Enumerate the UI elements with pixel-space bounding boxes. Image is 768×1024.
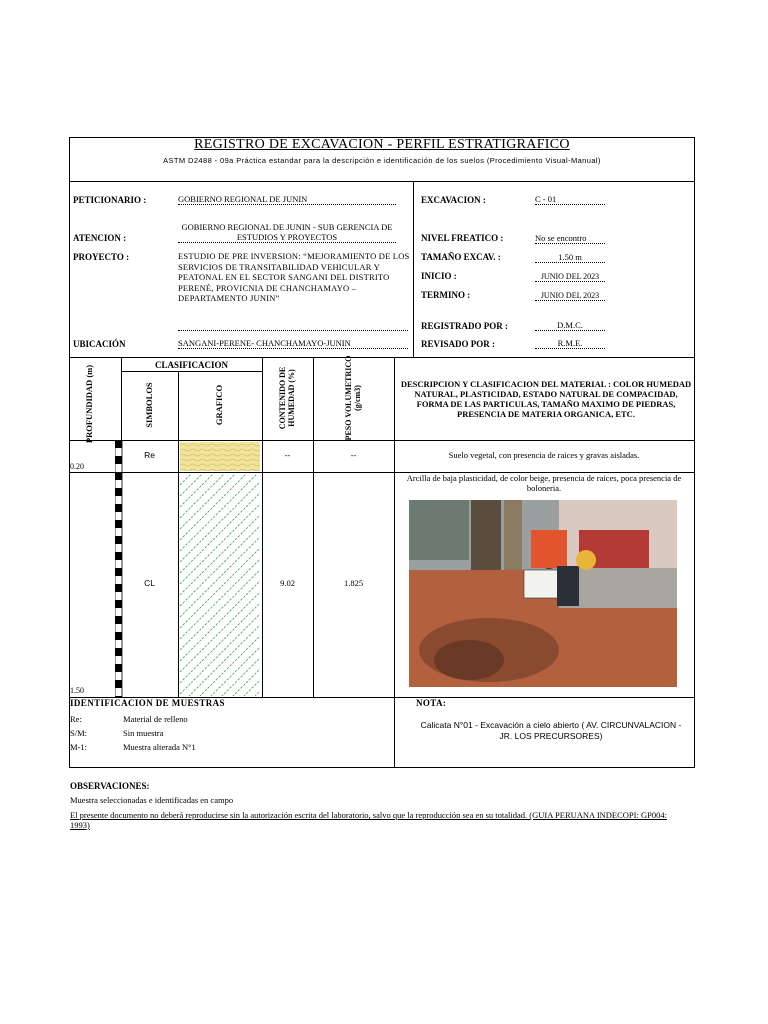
report-title: REGISTRO DE EXCAVACION - PERFIL ESTRATIGRAFICO	[194, 137, 570, 152]
depth-scale-block	[115, 536, 122, 544]
cl-pattern	[180, 474, 260, 696]
divider	[394, 357, 395, 768]
depth-label-2: 1.50	[70, 686, 84, 695]
excavacion-label: EXCAVACION :	[421, 195, 486, 205]
divider	[413, 181, 414, 357]
contenido-humedad-header: CONTENIDO DE HUMEDAD (%)	[278, 366, 296, 430]
peticionario-value: GOBIERNO REGIONAL DE JUNIN	[178, 194, 396, 205]
revisado-label: REVISADO POR :	[421, 339, 496, 349]
profundidad-header: PROFUNDIDAD (m)	[84, 364, 94, 444]
divider	[69, 357, 695, 358]
depth-scale-block	[115, 600, 122, 608]
ubicacion-value: SANGANI-PERENE- CHANCHAMAYO-JUNIN	[178, 338, 408, 349]
divider	[69, 181, 695, 182]
depth-label-1: 0.20	[70, 462, 84, 471]
graphic-cl	[180, 474, 260, 696]
termino-value: JUNIO DEL 2023	[535, 291, 605, 301]
muestra-desc-2: Sin muestra	[123, 728, 164, 738]
descripcion-header: DESCRIPCION Y CLASIFICACION DEL MATERIAL : COLOR HUMEDAD NATURAL, PLASTICIDAD, ESTADO NATURAL DE COMPACIDAD, FORMA DE LAS PARTICULAS, TAMAÑO MAXIMO DE PIEDRAS, PRESENCIA DE MATERIA ORGANICA, ETC.	[400, 379, 692, 419]
depth-scale-block	[115, 520, 122, 528]
observaciones-line2: El presente documento no deberá reproducirse sin la autorización escrita del laboratorio, salvo que la reproducción sea en su totalidad. (GUIA PERUANA INDECOPI: GP004: 1993)	[70, 810, 667, 830]
atencion-label: ATENCION :	[73, 233, 127, 243]
proyecto-underline	[178, 320, 408, 331]
nivel-freatico-label: NIVEL FREATICO :	[421, 233, 504, 243]
peso-cell-2: 1.825	[343, 578, 364, 588]
descripcion-cell-1: Suelo vegetal, con presencia de raices y gravas aisladas.	[448, 450, 640, 460]
excavacion-value: C - 01	[535, 194, 605, 205]
depth-scale-block	[115, 472, 122, 480]
observaciones-line1: Muestra seleccionadas e identificadas en campo	[70, 795, 234, 805]
revisado-value: R.M.E.	[535, 338, 605, 349]
muestras-title: IDENTIFICACION DE MUESTRAS	[70, 698, 225, 708]
simbolos-header: SIMBOLOS	[144, 382, 154, 428]
grafico-header: GRAFICO	[214, 384, 224, 426]
humedad-cell-2: 9.02	[280, 578, 295, 588]
inicio-label: INICIO :	[421, 271, 457, 281]
depth-scale-block	[115, 648, 122, 656]
depth-scale-block	[115, 552, 122, 560]
depth-scale-block	[115, 616, 122, 624]
observaciones-label: OBSERVACIONES:	[70, 781, 150, 791]
depth-scale-block	[115, 488, 122, 496]
humedad-cell-1: --	[284, 450, 291, 460]
ubicacion-label: UBICACIÓN	[73, 339, 126, 349]
excavation-photo	[409, 500, 677, 687]
nota-text: Calicata N°01 - Excavación a cielo abierto ( AV. CIRCUNVALACION - JR. LOS PRECURSORES)	[420, 720, 682, 741]
muestra-desc-1: Material de relleno	[123, 714, 188, 724]
descripcion-cell-2: Arcilla de baja plasticidad, de color beige, presencia de raices, poca presencia de boloneria.	[406, 473, 682, 493]
nivel-freatico-value: No se encontro	[535, 233, 605, 244]
peso-cell-1: --	[350, 450, 357, 460]
muestra-desc-3: Muestra alterada N°1	[123, 742, 196, 752]
divider	[69, 440, 695, 441]
report-subtitle: ASTM D2488 - 09a Práctica estandar para la descripción e identificación de los suelos (Procedimiento Visual-Manual)	[163, 156, 601, 165]
muestra-code-1: Re:	[70, 714, 82, 724]
tamano-value: 1.50 m	[535, 252, 605, 263]
proyecto-label: PROYECTO :	[73, 252, 130, 262]
peticionario-label: PETICIONARIO :	[73, 195, 147, 205]
inicio-value: JUNIO DEL 2023	[535, 272, 605, 282]
symbol-cell-2: CL	[144, 578, 155, 588]
divider	[178, 371, 179, 697]
peso-volumetrico-header: PESO VOLUMETRICO (g/cm3)	[344, 355, 362, 441]
depth-scale-bar	[115, 440, 123, 697]
depth-scale-block	[115, 664, 122, 672]
muestra-code-2: S/M:	[70, 728, 88, 738]
divider	[313, 357, 314, 697]
graphic-relleno	[180, 442, 260, 471]
divider	[262, 357, 263, 697]
muestra-code-3: M-1:	[70, 742, 87, 752]
depth-scale-block	[115, 632, 122, 640]
depth-scale-block	[115, 504, 122, 512]
symbol-cell-1: Re	[144, 450, 155, 460]
tamano-label: TAMAÑO EXCAV. :	[421, 252, 501, 262]
atencion-value: GOBIERNO REGIONAL DE JUNIN - SUB GERENCIA DE ESTUDIOS Y PROYECTOS	[178, 222, 396, 243]
proyecto-value: ESTUDIO DE PRE INVERSION: “MEJORAMIENTO DE LOS SERVICIOS DE TRANSITABILIDAD VEHICULAR Y PEATONAL EN EL SECTOR SANGANI DEL DISTRITO PERENÉ, PROVICNIA DE CHANCHAMAYO – DEPARTAMENTO JUNIN”	[178, 251, 410, 303]
registrado-value: D.M.C.	[535, 320, 605, 331]
depth-scale-block	[115, 440, 122, 448]
depth-scale-block	[115, 568, 122, 576]
registrado-label: REGISTRADO POR :	[421, 321, 509, 331]
clasificacion-header: CLASIFICACION	[154, 360, 228, 370]
relleno-pattern	[180, 442, 260, 471]
nota-label: NOTA:	[416, 698, 447, 708]
depth-scale-block	[115, 680, 122, 688]
divider	[121, 371, 262, 372]
termino-label: TERMINO :	[421, 290, 471, 300]
